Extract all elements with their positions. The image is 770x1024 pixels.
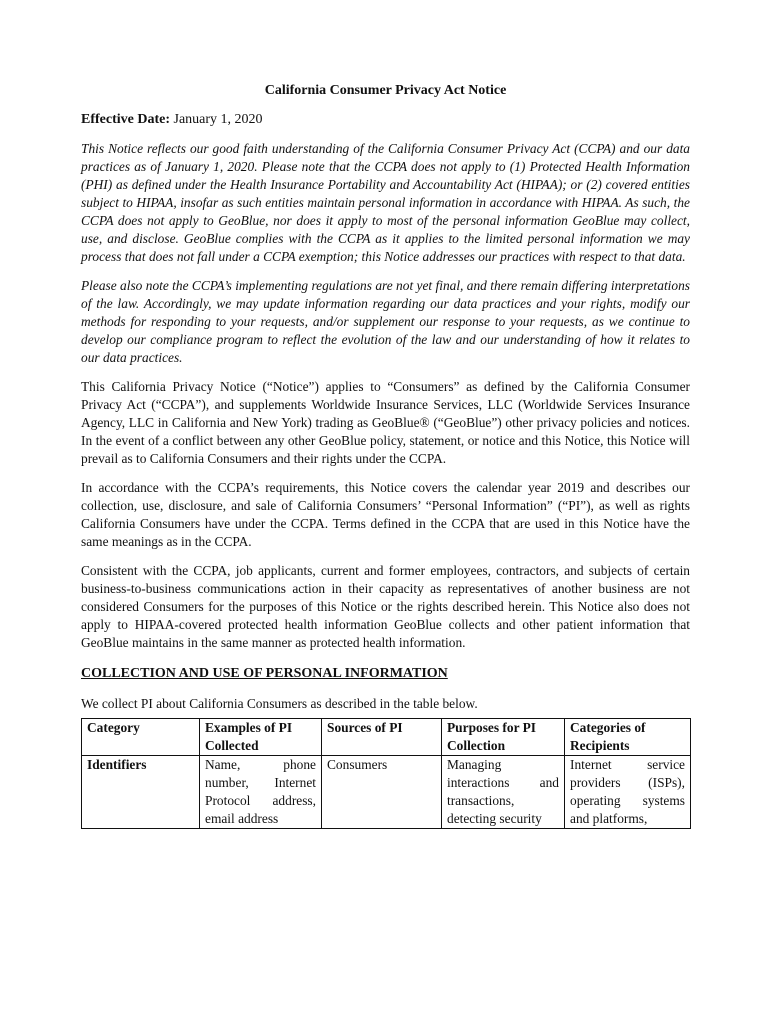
paragraph-notice-applies: This California Privacy Notice (“Notice”) applies to “Consumers” as defined by the California Consumer Privacy Act (“CCPA”), and supplements Worldwide Insurance Services, LLC (Worldwide Services Insurance Agency, LLC in California and New York) trading as GeoBlue® (“GeoBlue”) other privacy policies and notices. In the event of a conflict between any other GeoBlue policy, statement, or notice and this Notice, this Notice will prevail as to California Consumers and their rights under the CCPA. [81,379,690,466]
cell-examples: Name, phone number, Internet Protocol address, email address [200,756,322,829]
paragraph-calendar-year: In accordance with the CCPA’s requirements, this Notice covers the calendar year 2019 and describes our collection, use, disclosure, and sale of California Consumers’ “Personal Information” (“PI”), as well as rights California Consumers have under the CCPA. Terms defined in the CCPA that are used in this Notice have the same meanings as in the CCPA. [81,480,690,549]
header-category: Category [82,719,200,756]
document-title: California Consumer Privacy Act Notice [264,83,507,98]
document-page [81,82,690,829]
paragraph-ccpa-scope: This Notice reflects our good faith understanding of the California Consumer Privacy Act (CCPA) and our data practices as of January 1, 2020. Please note that the CCPA does not apply to (1) Protected Health Information (PHI) as defined under the Health Insurance Portability and Accountability Act (HIPAA); or (2) covered entities subject to HIPAA, insofar as such entities maintain personal information in accordance with HIPAA. As such, the CCPA does not apply to GeoBlue, nor does it apply to most of the personal information GeoBlue may collect, use, and disclose. GeoBlue complies with the CCPA as it applies to the limited personal information we may process that does not fall under a CCPA exemption; this Notice addresses our practices with respect to that data. [81,141,690,264]
cell-sources: Consumers [322,756,442,829]
cell-purposes: Managing interactions and transactions, detecting security [442,756,565,829]
cell-recipients: Internet service providers (ISPs), operating systems and platforms, [565,756,691,829]
header-examples: Examples of PI Collected [200,719,322,756]
effective-date-value: January 1, 2020 [170,112,263,127]
paragraph-exclusions: Consistent with the CCPA, job applicants, current and former employees, contractors, and subjects of certain business-to-business communications action in their capacity as representatives of another business are not considered Consumers for the purposes of this Notice or the rights described herein. This Notice also does not apply to HIPAA-covered protected health information GeoBlue collects and other patient information that GeoBlue maintains in the same manner as protected health information. [81,563,690,650]
effective-date [81,111,690,129]
paragraph-regulations: Please also note the CCPA’s implementing regulations are not yet final, and there remain differing interpretations of the law. Accordingly, we may update information regarding our data practices and your rights, modify our methods for responding to your requests, and/or supplement our response to your requests, as we continue to develop our compliance program to reflect the evolution of the law and our understanding of how it relates to our data practices. [81,278,690,365]
table-intro: We collect PI about California Consumers as described in the table below. [81,696,478,711]
cell-category: Identifiers [82,756,200,829]
header-sources: Sources of PI [322,719,442,756]
effective-date-label: Effective Date: [81,112,171,127]
table-row [82,756,691,829]
header-purposes: Purposes for PI Collection [442,719,565,756]
table-header-row [82,719,691,756]
section-heading: COLLECTION AND USE OF PERSONAL INFORMATION [81,666,448,681]
header-recipients: Categories of Recipients [565,719,691,756]
personal-information-table [81,718,691,829]
